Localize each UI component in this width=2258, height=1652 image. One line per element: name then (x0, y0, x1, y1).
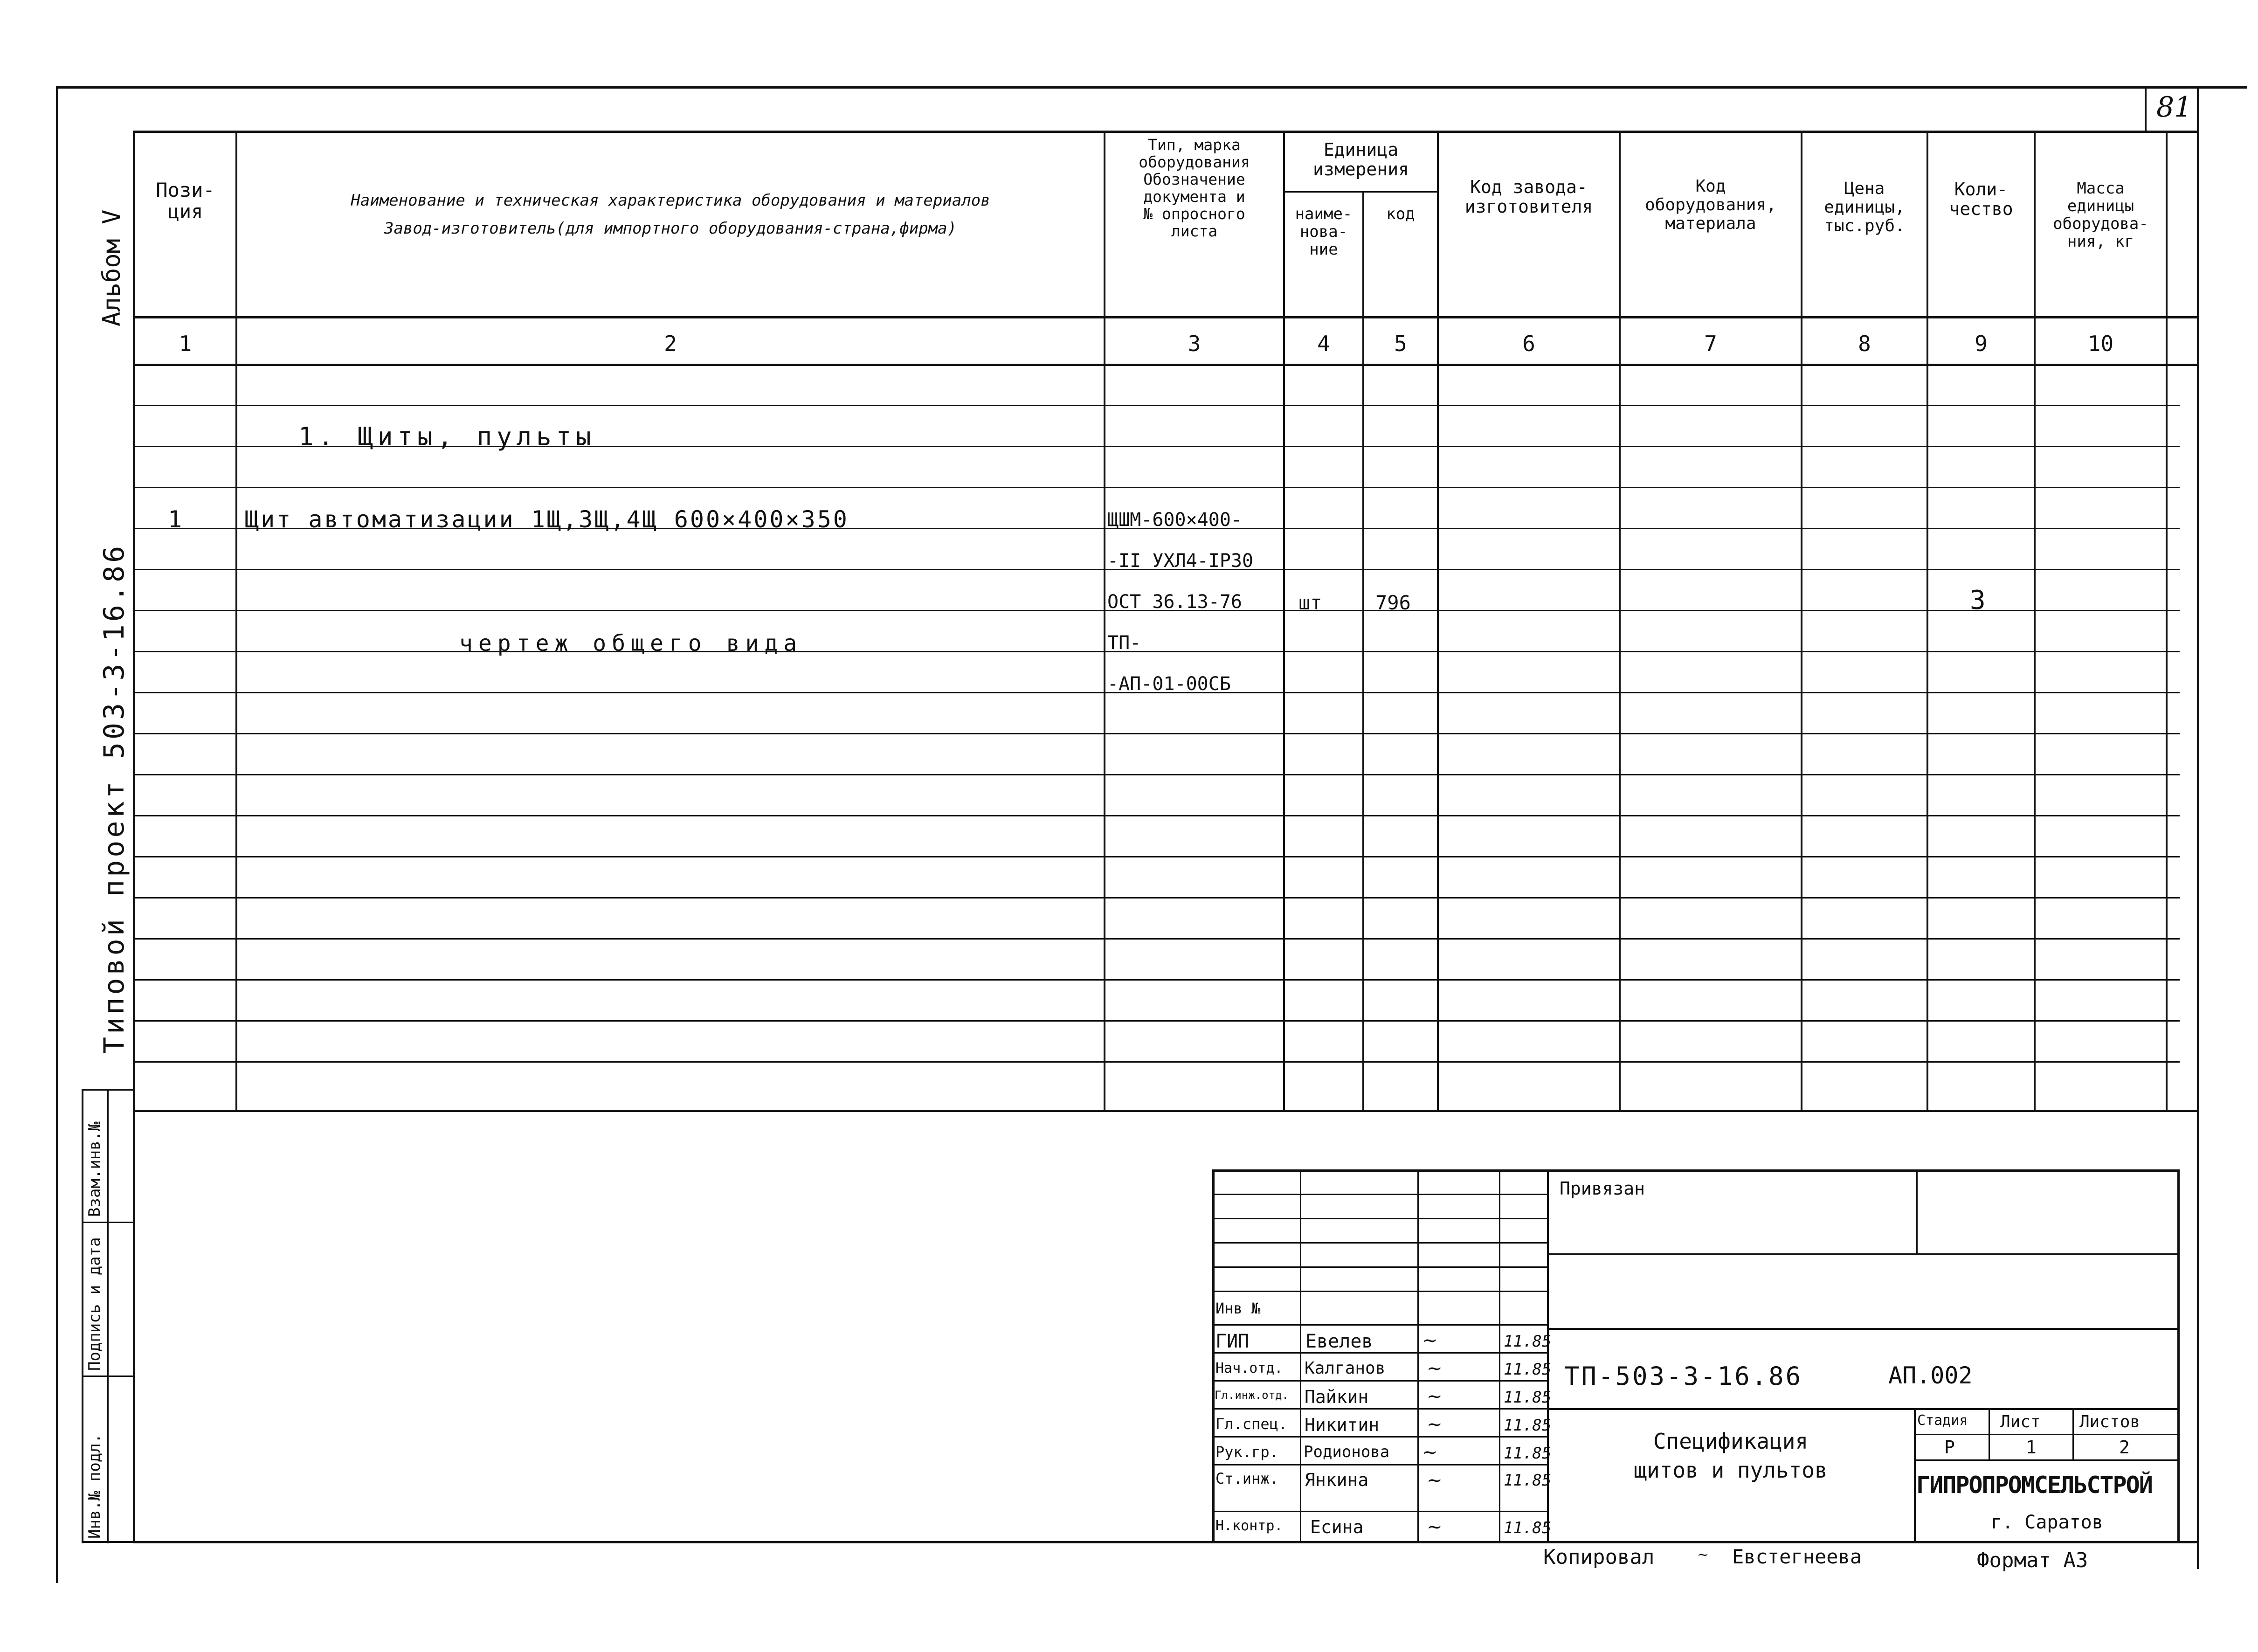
col-num-4: 4 (1317, 331, 1330, 356)
signature-1: ~ (1422, 1330, 1438, 1351)
header-unit-name: наиме- нова- ние (1295, 205, 1353, 259)
signature-5: ~ (1422, 1442, 1438, 1463)
col-num-6: 6 (1522, 331, 1535, 356)
header-price: Цена единицы, тыс.руб. (1824, 179, 1905, 235)
col-num-8: 8 (1858, 331, 1871, 356)
footer-copier: Евстегнеева (1732, 1545, 1862, 1568)
date-6: 11.85 (1504, 1471, 1552, 1490)
unit-name-value: шт (1298, 591, 1322, 614)
signature-3: ~ (1427, 1386, 1443, 1407)
doc-line-2: -АП-01-00СБ (1107, 673, 1231, 695)
unit-code-value: 796 (1375, 591, 1411, 614)
doc-title: Спецификация щитов и пультов (1634, 1429, 1828, 1483)
name-paykin: Пайкин (1305, 1387, 1369, 1407)
album-label: Альбом V (98, 209, 126, 326)
name-evelev: Евелев (1305, 1331, 1373, 1352)
quantity-value: 3 (1970, 585, 1986, 615)
doc-number: ТП-503-3-16.86 (1564, 1362, 1803, 1391)
date-2: 11.85 (1504, 1360, 1552, 1379)
side-podpis-data: Подпись и дата (85, 1237, 104, 1371)
footer-format: Формат А3 (1977, 1548, 2088, 1572)
stage-label: Стадия (1917, 1412, 1968, 1429)
date-5: 11.85 (1504, 1444, 1552, 1463)
stage-value: Р (1944, 1437, 1955, 1458)
col-num-7: 7 (1704, 331, 1717, 356)
role-gip: ГИП (1215, 1331, 1250, 1352)
header-position: Пози- ция (156, 179, 215, 223)
type-line-3: ОСТ 36.13-76 (1107, 591, 1242, 613)
sheet-value: 1 (2026, 1437, 2037, 1458)
header-equipment-code: Код оборудования, материала (1645, 177, 1776, 233)
name-esina: Есина (1310, 1517, 1364, 1537)
side-stamp-box (82, 1089, 83, 1543)
role-gl-inzh-otd: Гл.инж.отд. (1215, 1389, 1289, 1402)
name-nikitin: Никитин (1305, 1415, 1380, 1435)
date-3: 11.85 (1504, 1388, 1552, 1407)
header-unit-code: код (1386, 205, 1415, 223)
org-name: ГИПРОПРОМСЕЛЬСТРОЙ (1916, 1472, 2152, 1499)
role-ruk-gr: Рук.гр. (1215, 1443, 1278, 1461)
col-num-1: 1 (179, 331, 192, 356)
header-mass: Масса единицы оборудова- ния, кг (2053, 179, 2148, 251)
item-position: 1 (168, 506, 182, 533)
role-n-kontr: Н.контр. (1215, 1518, 1283, 1534)
signature-4: ~ (1427, 1414, 1443, 1435)
page-number: 81 (2156, 91, 2192, 124)
side-vzam-inv: Взам.инв.№ (85, 1121, 104, 1217)
date-7: 11.85 (1504, 1519, 1552, 1537)
col-num-5: 5 (1394, 331, 1407, 356)
sheets-value: 2 (2119, 1437, 2130, 1458)
header-unit-group: Единица измерения (1313, 139, 1409, 180)
type-line-2: -II УХЛ4-IР30 (1107, 550, 1254, 572)
org-city: г. Саратов (1991, 1512, 2103, 1533)
stamp-privyazan: Привязан (1560, 1178, 1645, 1199)
header-type: Тип, марка оборудования Обозначение документа и № опросного листа (1139, 136, 1250, 240)
stamp-inv-no: Инв № (1215, 1299, 1261, 1317)
role-nach-otd: Нач.отд. (1215, 1360, 1283, 1376)
role-gl-spec: Гл.спец. (1215, 1415, 1288, 1433)
drawing-label: чертеж общего вида (459, 630, 803, 657)
item-name: Щит автоматизации 1Щ,3Щ,4Щ 600×400×350 (245, 506, 849, 533)
col-num-3: 3 (1188, 331, 1201, 356)
doc-line-1: ТП- (1107, 632, 1141, 654)
signature-7: ~ (1427, 1516, 1443, 1538)
doc-code: АП.002 (1888, 1362, 1973, 1389)
date-1: 11.85 (1504, 1332, 1552, 1351)
sheets-label: Листов (2079, 1412, 2141, 1431)
name-kalganov: Калганов (1305, 1359, 1386, 1378)
header-name: Наименование и техническая характеристика оборудования и материалов Завод-изготовитель(для импортного оборудования-страна,фирма) (351, 191, 990, 238)
side-inv-podl: Инв.№ подл. (85, 1433, 104, 1539)
header-plant-code: Код завода- изготовителя (1464, 177, 1593, 217)
col-num-9: 9 (1975, 331, 1988, 356)
name-rodionova: Родионова (1304, 1443, 1390, 1461)
date-4: 11.85 (1504, 1416, 1552, 1435)
col-num-10: 10 (2087, 331, 2114, 356)
type-line-1: ЩШМ-600×400- (1107, 509, 1242, 531)
signature-6: ~ (1427, 1470, 1443, 1491)
header-quantity: Коли- чество (1949, 179, 2013, 219)
name-yankina: Янкина (1305, 1470, 1369, 1490)
section-title: 1. Щиты, пульты (298, 422, 596, 451)
project-label: Типовой проект 503-3-16.86 (98, 543, 131, 1054)
role-st-inzh: Ст.инж. (1215, 1470, 1278, 1487)
footer-copied: Копировал (1543, 1545, 1655, 1569)
sheet-label: Лист (2000, 1412, 2041, 1431)
signature-2: ~ (1427, 1358, 1443, 1379)
footer-copier-sign: ~ (1697, 1547, 1709, 1563)
col-num-2: 2 (664, 331, 677, 356)
